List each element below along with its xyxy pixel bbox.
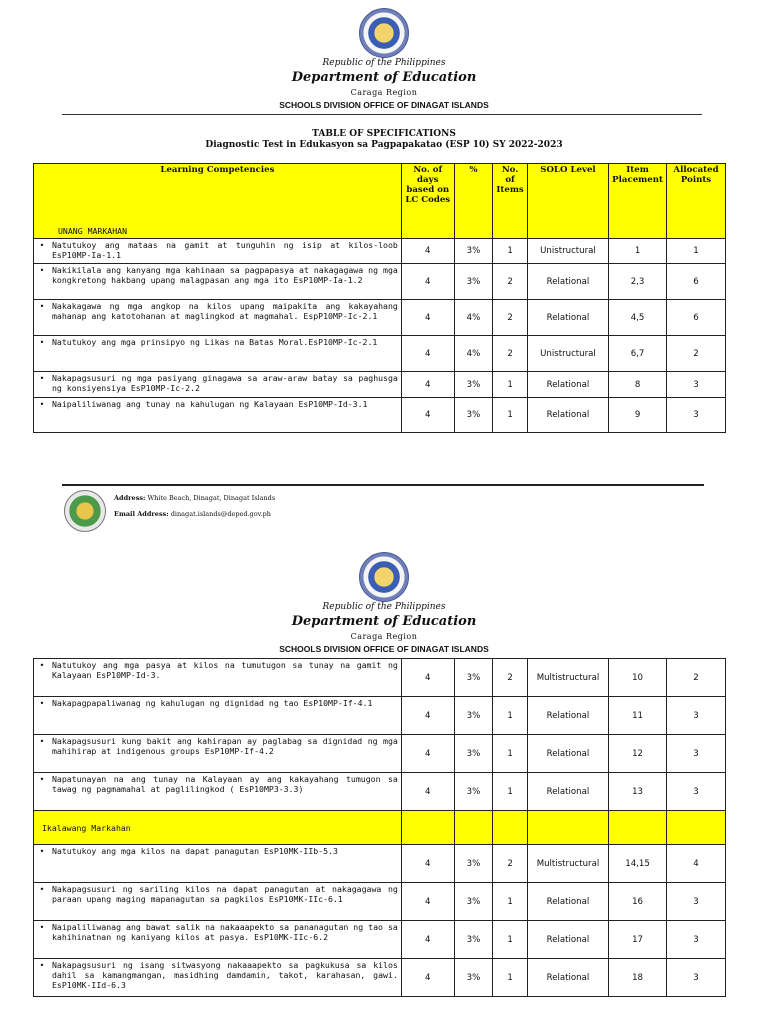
placement-cell: 4,5 xyxy=(609,300,667,336)
days-cell: 4 xyxy=(401,659,454,697)
header-region: Caraga Region xyxy=(350,632,418,641)
items-cell: 1 xyxy=(493,697,528,735)
doc-subtitle: Diagnostic Test in Edukasyon sa Pagpapakatao (ESP 10) SY 2022-2023 xyxy=(205,140,563,150)
solo-cell: Relational xyxy=(527,300,608,336)
competency-cell xyxy=(34,773,402,811)
items-cell: 2 xyxy=(493,845,528,883)
points-cell: 1 xyxy=(667,239,726,264)
percent-cell: 3% xyxy=(454,921,493,959)
solo-cell: Relational xyxy=(527,735,608,773)
points-cell: 6 xyxy=(667,300,726,336)
header-days: No. of days based on LC Codes xyxy=(401,164,454,239)
points-cell: 3 xyxy=(667,697,726,735)
points-cell: 3 xyxy=(667,735,726,773)
points-cell: 3 xyxy=(667,959,726,997)
doc-title: TABLE OF SPECIFICATIONS xyxy=(312,129,456,139)
quarter2-label: Ikalawang Markahan xyxy=(34,811,402,845)
competency-cell xyxy=(34,697,402,735)
solo-cell: Relational xyxy=(527,921,608,959)
header-competencies: Learning Competencies UNANG MARKAHAN xyxy=(34,164,402,239)
days-cell: 4 xyxy=(401,264,454,300)
table-row xyxy=(34,735,726,773)
solo-cell: Relational xyxy=(527,372,608,398)
bullet-icon: • xyxy=(39,240,45,250)
placement-cell: 18 xyxy=(609,959,667,997)
placement-cell: 8 xyxy=(609,372,667,398)
bullet-icon: • xyxy=(39,698,45,708)
competency-text: Napatunayan na ang tunay na Kalayaan ay ang kakayahang tumugon sa tawag ng pagmamahal at paglilingkod ( EsP10MP3-3.3) xyxy=(52,774,398,794)
footer-address: Address: White Beach, Dinagat, Dinagat Islands xyxy=(114,494,276,502)
deped-seal-icon xyxy=(359,552,409,602)
bullet-icon: • xyxy=(39,399,45,409)
header-placement: Item Placement xyxy=(609,164,667,239)
header-department: Department of Education xyxy=(291,614,477,629)
competency-text: Natutukoy ang mga prinsipyo ng Likas na Batas Moral.EsP10MP-Ic-2.1 xyxy=(52,337,378,347)
header-department: Department of Education xyxy=(291,70,477,85)
quarter1-label: UNANG MARKAHAN xyxy=(58,226,128,236)
competency-cell xyxy=(34,398,402,433)
placement-cell: 12 xyxy=(609,735,667,773)
placement-cell: 6,7 xyxy=(609,336,667,372)
solo-cell: Relational xyxy=(527,264,608,300)
competency-text: Nakakagawa ng mga angkop na kilos upang maipakita ang kakayahang mahanap ang katotohanan at maglingkod at magmahal. EspP10MP-Ic-2.1 xyxy=(52,301,398,321)
items-cell: 1 xyxy=(493,239,528,264)
percent-cell: 4% xyxy=(454,336,493,372)
items-cell: 2 xyxy=(493,300,528,336)
competency-cell xyxy=(34,300,402,336)
percent-cell: 3% xyxy=(454,398,493,433)
percent-cell: 3% xyxy=(454,372,493,398)
table-row xyxy=(34,959,726,997)
bullet-icon: • xyxy=(39,960,45,970)
percent-cell: 3% xyxy=(454,845,493,883)
competency-text: Nakapagsusuri ng mga pasiyang ginagawa sa araw-araw batay sa paghusga ng konsiyensiya EsP10MP-Ic-2.2 xyxy=(52,373,398,393)
items-cell: 1 xyxy=(493,959,528,997)
solo-cell: Relational xyxy=(527,398,608,433)
table-row xyxy=(34,264,726,300)
bullet-icon: • xyxy=(39,660,45,670)
placement-cell: 13 xyxy=(609,773,667,811)
competency-text: Natutukoy ang mataas na gamit at tunguhin ng isip at kilos-loob EsP10MP-Ia-1.1 xyxy=(52,240,398,260)
percent-cell: 3% xyxy=(454,659,493,697)
days-cell: 4 xyxy=(401,845,454,883)
items-cell: 1 xyxy=(493,773,528,811)
placement-cell: 2,3 xyxy=(609,264,667,300)
solo-cell: Multistructural xyxy=(527,845,608,883)
competency-cell xyxy=(34,372,402,398)
competency-cell xyxy=(34,659,402,697)
placement-cell: 9 xyxy=(609,398,667,433)
competency-text: Nakapagsusuri ng isang sitwasyong nakaaapekto sa pagkukusa sa kilos dahil sa kamangmangan, masidhing damdamin, takot, karahasan, gawi. EsP10MK-IId-6.3 xyxy=(52,960,398,990)
solo-cell: Unistructural xyxy=(527,336,608,372)
bullet-icon: • xyxy=(39,736,45,746)
header-republic: Republic of the Philippines xyxy=(322,58,446,68)
items-cell: 1 xyxy=(493,735,528,773)
solo-cell: Relational xyxy=(527,959,608,997)
competency-cell xyxy=(34,845,402,883)
days-cell: 4 xyxy=(401,959,454,997)
days-cell: 4 xyxy=(401,921,454,959)
items-cell: 1 xyxy=(493,372,528,398)
days-cell: 4 xyxy=(401,372,454,398)
header-republic: Republic of the Philippines xyxy=(322,602,446,612)
specs-table-page1 xyxy=(33,163,726,433)
placement-cell: 17 xyxy=(609,921,667,959)
competency-cell xyxy=(34,735,402,773)
bullet-icon: • xyxy=(39,884,45,894)
header-division: SCHOOLS DIVISION OFFICE OF DINAGAT ISLANDS xyxy=(279,100,489,110)
days-cell: 4 xyxy=(401,239,454,264)
table-row xyxy=(34,773,726,811)
page-1 xyxy=(0,0,768,455)
footer-divider xyxy=(62,484,704,486)
percent-cell: 3% xyxy=(454,264,493,300)
competency-cell xyxy=(34,883,402,921)
points-cell: 6 xyxy=(667,264,726,300)
days-cell: 4 xyxy=(401,773,454,811)
points-cell: 3 xyxy=(667,773,726,811)
competency-text: Naipaliliwanag ang tunay na kahulugan ng Kalayaan EsP10MP-Id-3.1 xyxy=(52,399,368,409)
percent-cell: 3% xyxy=(454,697,493,735)
quarter2-row xyxy=(34,811,726,845)
percent-cell: 3% xyxy=(454,773,493,811)
items-cell: 1 xyxy=(493,921,528,959)
placement-cell: 1 xyxy=(609,239,667,264)
percent-cell: 4% xyxy=(454,300,493,336)
points-cell: 2 xyxy=(667,336,726,372)
solo-cell: Unistructural xyxy=(527,239,608,264)
points-cell: 3 xyxy=(667,921,726,959)
days-cell: 4 xyxy=(401,336,454,372)
table-row xyxy=(34,336,726,372)
competency-text: Nakapagsusuri kung bakit ang kahirapan ay paglabag sa dignidad ng mga mahihirap at indigenous groups EsP10MP-If-4.2 xyxy=(52,736,398,756)
header-items: No. of Items xyxy=(493,164,528,239)
competency-cell xyxy=(34,921,402,959)
competency-text: Natutukoy ang mga kilos na dapat panagutan EsP10MK-IIb-5.3 xyxy=(52,846,338,856)
days-cell: 4 xyxy=(401,735,454,773)
solo-cell: Multistructural xyxy=(527,659,608,697)
header-solo: SOLO Level xyxy=(527,164,608,239)
deped-seal-icon xyxy=(359,8,409,58)
header-region: Caraga Region xyxy=(350,88,418,97)
competency-text: Naipaliliwanag ang bawat salik na nakaaapekto sa pananagutan ng tao sa kahihinatnan ng kaniyang kilos at pasya. EsP10MK-IIc-6.2 xyxy=(52,922,398,942)
competency-cell xyxy=(34,239,402,264)
header-divider xyxy=(62,114,702,115)
days-cell: 4 xyxy=(401,300,454,336)
placement-cell: 16 xyxy=(609,883,667,921)
competency-cell xyxy=(34,959,402,997)
table-row xyxy=(34,239,726,264)
bullet-icon: • xyxy=(39,774,45,784)
points-cell: 3 xyxy=(667,372,726,398)
division-logo-icon xyxy=(64,490,106,532)
table-row xyxy=(34,697,726,735)
competency-text: Natutukoy ang mga pasya at kilos na tumutugon sa tunay na gamit ng Kalayaan EsP10MP-Id-3. xyxy=(52,660,398,680)
table-row xyxy=(34,300,726,336)
competency-cell xyxy=(34,264,402,300)
table-row xyxy=(34,845,726,883)
header-percent: % xyxy=(454,164,493,239)
items-cell: 1 xyxy=(493,883,528,921)
placement-cell: 14,15 xyxy=(609,845,667,883)
competency-text: Nakikilala ang kanyang mga kahinaan sa pagpapasya at nakagagawa ng mga kongkretong hakbang upang malagpasan ang mga ito EsP10MP-Ia-1.2 xyxy=(52,265,398,285)
solo-cell: Relational xyxy=(527,773,608,811)
points-cell: 2 xyxy=(667,659,726,697)
points-cell: 3 xyxy=(667,883,726,921)
table-row xyxy=(34,372,726,398)
specs-table-page2 xyxy=(33,658,726,997)
percent-cell: 3% xyxy=(454,239,493,264)
solo-cell: Relational xyxy=(527,697,608,735)
placement-cell: 10 xyxy=(609,659,667,697)
competency-cell xyxy=(34,336,402,372)
competency-text: Nakapagpapaliwanag ng kahulugan ng dignidad ng tao EsP10MP-If-4.1 xyxy=(52,698,373,708)
bullet-icon: • xyxy=(39,337,45,347)
header-division: SCHOOLS DIVISION OFFICE OF DINAGAT ISLANDS xyxy=(279,644,489,654)
days-cell: 4 xyxy=(401,697,454,735)
placement-cell: 11 xyxy=(609,697,667,735)
footer-email: Email Address: dinagat.islands@deped.gov.ph xyxy=(114,510,271,518)
table-row xyxy=(34,921,726,959)
table-row xyxy=(34,398,726,433)
days-cell: 4 xyxy=(401,398,454,433)
header-points: Allocated Points xyxy=(667,164,726,239)
table-row xyxy=(34,659,726,697)
percent-cell: 3% xyxy=(454,735,493,773)
items-cell: 2 xyxy=(493,336,528,372)
percent-cell: 3% xyxy=(454,883,493,921)
bullet-icon: • xyxy=(39,265,45,275)
days-cell: 4 xyxy=(401,883,454,921)
bullet-icon: • xyxy=(39,373,45,383)
percent-cell: 3% xyxy=(454,959,493,997)
points-cell: 4 xyxy=(667,845,726,883)
bullet-icon: • xyxy=(39,846,45,856)
table-row xyxy=(34,883,726,921)
bullet-icon: • xyxy=(39,301,45,311)
items-cell: 2 xyxy=(493,264,528,300)
items-cell: 2 xyxy=(493,659,528,697)
competency-text: Nakapagsusuri ng sariling kilos na dapat panagutan at nakagagawa ng paraan upang maging mapanagutan sa pagkilos EsP10MK-IIc-6.1 xyxy=(52,884,398,904)
bullet-icon: • xyxy=(39,922,45,932)
points-cell: 3 xyxy=(667,398,726,433)
items-cell: 1 xyxy=(493,398,528,433)
solo-cell: Relational xyxy=(527,883,608,921)
